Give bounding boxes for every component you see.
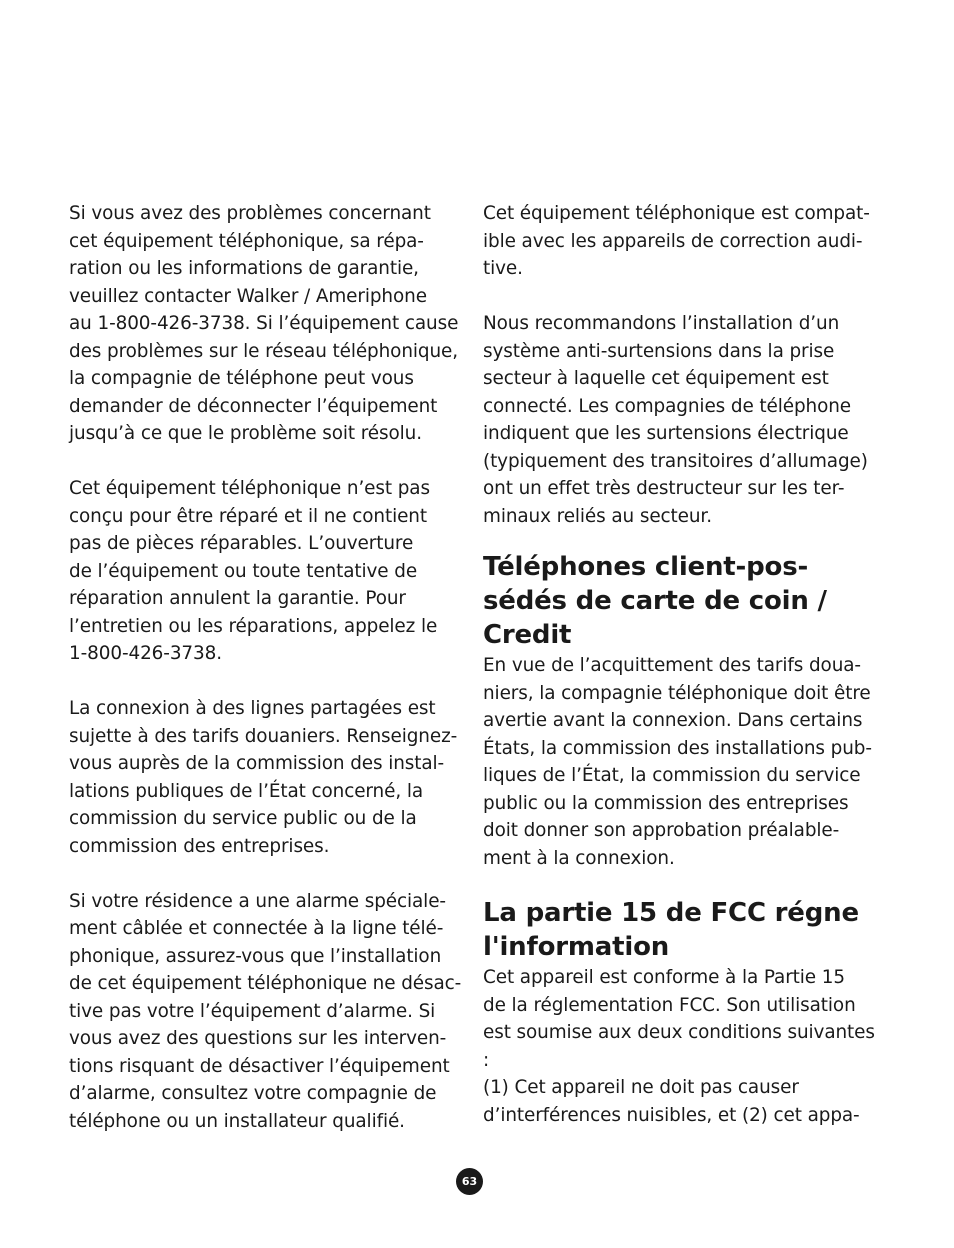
text-line: est soumise aux deux conditions suivantes <box>483 1022 875 1043</box>
text-line: (1) Cet appareil ne doit pas causer <box>483 1077 799 1098</box>
text-line: minaux reliés au secteur. <box>483 505 712 527</box>
text-line: de l’équipement ou toute tentative de <box>69 560 418 582</box>
paragraph-spacer <box>483 283 875 311</box>
text-line: Cet équipement téléphonique n’est pas <box>69 478 430 499</box>
heading-line: sédés de carte de coin / <box>483 586 827 616</box>
text-line: demander de déconnecter l’équipement <box>69 395 438 417</box>
text-line: doit donner son approbation préalable- <box>483 820 840 841</box>
text-line: 1-800-426-3738. <box>69 643 222 664</box>
heading-line: Téléphones client-pos- <box>483 552 809 582</box>
text-line: tive. <box>483 258 523 279</box>
paragraph-support-contact <box>69 200 461 448</box>
heading-line: Credit <box>483 620 572 650</box>
paragraph-spacer <box>69 668 461 696</box>
text-line: liques de l’État, la commission du service <box>483 765 861 786</box>
text-line: indiquent que les surtensions électrique <box>483 423 849 444</box>
text-line: des problèmes sur le réseau téléphonique, <box>69 340 458 362</box>
text-line: Nous recommandons l’installation d’un <box>483 313 840 334</box>
paragraph-party-lines <box>69 695 461 860</box>
text-line: sujette à des tarifs douaniers. Renseignez- <box>69 725 458 747</box>
paragraph-surge-protection <box>483 310 875 530</box>
section-coin-phones <box>483 550 875 872</box>
text-line: au 1-800-426-3738. Si l’équipement cause <box>69 313 459 334</box>
text-line: lations publiques de l’État concerné, la <box>69 780 423 802</box>
paragraph-spacer <box>69 448 461 476</box>
paragraph-hearing-aid <box>483 200 875 283</box>
text-line: En vue de l’acquittement des tarifs doua- <box>483 655 861 676</box>
text-line: Si vous avez des problèmes concernant <box>69 203 431 224</box>
paragraph-spacer <box>69 860 461 888</box>
section-fcc-part-15 <box>483 896 875 1129</box>
text-line: commission du service public ou de la <box>69 808 417 829</box>
text-line: conçu pour être réparé et il ne contient <box>69 505 427 527</box>
section-heading <box>483 896 875 964</box>
text-line: : <box>483 1049 490 1071</box>
text-line: public ou la commission des entreprises <box>483 792 849 814</box>
text-line: connecté. Les compagnies de téléphone <box>483 395 852 417</box>
text-line: système anti-surtensions dans la prise <box>483 340 835 362</box>
right-column <box>483 200 875 1129</box>
text-line: phonique, assurez-vous que l’installation <box>69 945 442 967</box>
text-line: pas de pièces réparables. L’ouverture <box>69 533 414 554</box>
heading-line: La partie 15 de FCC régne <box>483 898 859 928</box>
text-line: veuillez contacter Walker / Ameriphone <box>69 285 427 307</box>
text-line: ration ou les informations de garantie, <box>69 258 419 279</box>
paragraph-repair-warning <box>69 475 461 668</box>
text-line: La connexion à des lignes partagées est <box>69 698 436 719</box>
text-line: jusqu’à ce que le problème soit résolu. <box>69 423 422 444</box>
text-line: de cet équipement téléphonique ne désac- <box>69 973 462 994</box>
heading-line: l'information <box>483 932 670 962</box>
text-line: l’entretien ou les réparations, appelez le <box>69 615 438 637</box>
text-line: Si votre résidence a une alarme spéciale- <box>69 890 446 912</box>
section-spacer <box>483 872 875 896</box>
text-line: de la réglementation FCC. Son utilisation <box>483 994 856 1016</box>
section-spacer <box>483 530 875 550</box>
text-line: Cet équipement téléphonique est compat- <box>483 203 870 224</box>
text-line: vous avez des questions sur les interven- <box>69 1028 447 1049</box>
text-line: vous auprès de la commission des instal- <box>69 753 445 774</box>
page-number-badge: 63 <box>456 1168 483 1195</box>
text-line: la compagnie de téléphone peut vous <box>69 368 414 389</box>
section-heading <box>483 550 875 652</box>
text-line: commission des entreprises. <box>69 835 330 857</box>
text-line: tive pas votre l’équipement d’alarme. Si <box>69 1000 436 1022</box>
text-line: cet équipement téléphonique, sa répa- <box>69 230 424 252</box>
text-line: tions risquant de désactiver l’équipement <box>69 1055 450 1077</box>
paragraph-alarm <box>69 888 461 1136</box>
text-line: téléphone ou un installateur qualifié. <box>69 1110 405 1132</box>
text-line: États, la commission des installations pub- <box>483 737 872 759</box>
text-line: Cet appareil est conforme à la Partie 15 <box>483 967 845 988</box>
text-line: secteur à laquelle cet équipement est <box>483 368 829 389</box>
text-line: réparation annulent la garantie. Pour <box>69 588 406 609</box>
text-line: d’interférences nuisibles, et (2) cet appa- <box>483 1104 860 1126</box>
text-line: niers, la compagnie téléphonique doit être <box>483 682 871 704</box>
text-line: avertie avant la connexion. Dans certains <box>483 710 863 731</box>
text-line: ont un effet très destructeur sur les ter- <box>483 478 845 499</box>
text-line: ment câblée et connectée à la ligne télé- <box>69 918 444 939</box>
text-line: d’alarme, consultez votre compagnie de <box>69 1083 437 1104</box>
text-line: ment à la connexion. <box>483 847 675 869</box>
text-line: (typiquement des transitoires d’allumage) <box>483 450 868 472</box>
text-line: ible avec les appareils de correction audi- <box>483 230 863 252</box>
left-column <box>69 200 461 1135</box>
